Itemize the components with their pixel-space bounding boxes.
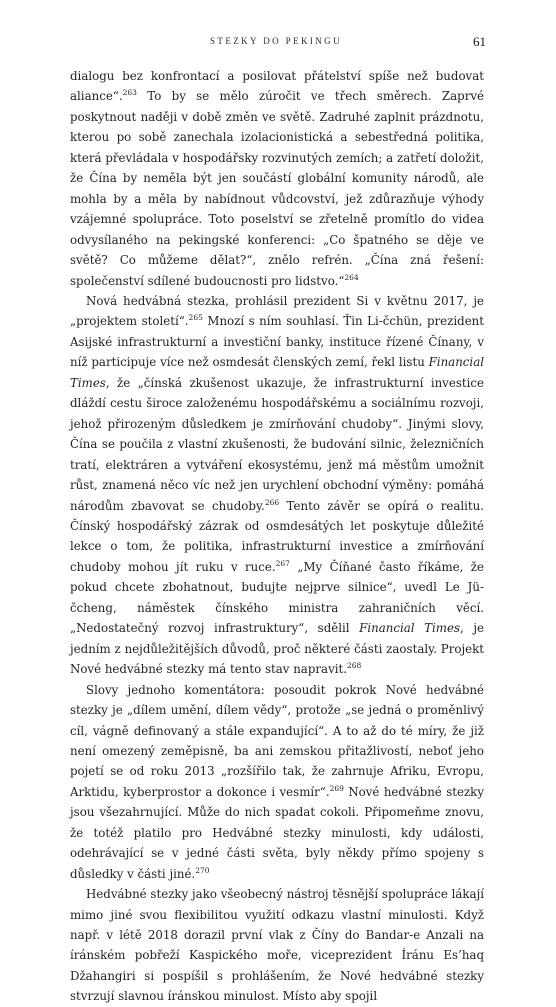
page-number: 61 xyxy=(473,34,486,49)
footnote-reference: 264 xyxy=(344,272,359,282)
text-segment: To by se mělo zúročit ve třech směrech. Zaprvé poskytnout naději v době změn ve světě. Zadruhé zaplnit prázdnotu, kterou po sobě zanechala izolacionistická a sebestředná politika, která převládala v hospodářsky rozvinutých zemích; a zatřetí doložit, že Čína by neměla být jen součástí globální komunity národů, ale mohla by a měla by nabídnout vůdcovství, jež zdůrazňuje výhody vzájemné spolupráce. Toto poselství se zřetelně promítlo do videa odvysílaného na pekingské konferenci: „Co špatného se děje ve světě? Co můžeme dělat?“, znělo refrén. „Čína zná řešení: společenství sdílené budoucnosti pro lidstvo.“ xyxy=(70,89,484,288)
text-segment: , je jedním z nejdůležitějších důvodů, proč některé části zaostaly. Projekt Nové hedvábné stezky má tento stav napravit. xyxy=(70,621,484,677)
footnote-reference: 269 xyxy=(329,783,344,793)
paragraph xyxy=(70,884,484,1007)
footnote-reference: 268 xyxy=(347,661,362,671)
text-segment: Slovy jednoho komentátora: posoudit pokrok Nové hedvábné stezky je „dílem umění, dílem vědy“, protože „se jedná o proměnlivý cíl, vágně definovaný a stále expandující“. A to až do té míry, že již není omezený zeměpisně, ba ani zemskou přitažlivostí, neboť jeho pojetí se od roku 2013 „rozšířilo tak, že zahrnuje Afriku, Evropu, Arktidu, kyberprostor a dokonce i vesmír“. xyxy=(70,682,484,799)
text-segment: Tento závěr se opírá o realitu. Čínský hospodářský zázrak od osmdesátých let poskytuje důležité lekce o tom, že politika, infrastrukturní investice a zmírňování chudoby mohou jít ruku v ruce. xyxy=(70,498,484,574)
footnote-reference: 266 xyxy=(264,497,280,507)
italic-title: Financial Times xyxy=(359,621,461,636)
text-segment: Nové hedvábné stezky jsou všezahrnující. Může do nich spadat cokoli. Připomeňme znovu, že totéž platilo pro Hedvábné stezky minulosti, kdy události, odehrávající se v jedné části světa, byly někdy přímo spojeny s důsledky v části jiné. xyxy=(70,784,484,881)
footnote-reference: 270 xyxy=(195,865,210,875)
paragraph xyxy=(70,680,484,885)
italic-title: Financial Times xyxy=(70,355,484,390)
footnote-reference: 267 xyxy=(275,558,290,568)
text-segment: Hedvábné stezky jako všeobecný nástroj těsnější spolupráce lákají mimo jiné svou flexibilitou využití odkazu vlastní minulosti. Když např. v létě 2018 dorazil první vlak z Číny do Bandar-e Anzali na íránském pobřeží Kaspického moře, viceprezident Íránu Es’haq Džahangiri si pospíšil s prohlášením, že Nové hedvábné stezky stvrzují slavnou íránskou minulost. Místo aby spojil xyxy=(70,887,484,1004)
text-segment: „My Číňané často říkáme, že pokud chcete zbohatnout, budujte nejprve silnice“, uvedl Le Jü-čcheng, náměstek čínského ministra zahraničních věcí. „Nedostatečný rozvoj infrastruktury“, sdělil xyxy=(70,559,484,636)
running-title: STEZKY DO PEKINGU xyxy=(210,36,342,46)
paragraph xyxy=(70,66,484,291)
text-segment: dialogu bez konfrontací a posilovat přátelství spíše než budovat aliance“. xyxy=(70,69,484,104)
footnote-reference: 263 xyxy=(122,88,137,98)
page-header xyxy=(70,34,486,54)
paragraph xyxy=(70,291,484,680)
text-segment: Nová hedvábná stezka, prohlásil prezident Si v květnu 2017, je „projektem století“. xyxy=(70,293,484,329)
text-segment: , že „čínská zkušenost ukazuje, že infrastrukturní investice dláždí cestu široce založenému hospodářskému a sociálnímu rozvoji, jehož přirozeným důsledkem je zmírňování chudoby“. Jinými slovy, Čína se poučila z vlastní zkušenosti, že budování silnic, železničních tratí, elektráren a vytváření ekosystému, jenž má městům umožnit růst, znamená něco víc než jen urychlení obchodní výměny: pomáhá národům zbavovat se chudoby. xyxy=(70,375,484,513)
text-segment: Mnozí s ním souhlasí. Ťin Li-čchün, prezident Asijské infrastrukturní a investiční banky, instituce řízené Čínany, v níž participuje více než osmdesát členských zemí, řekl listu xyxy=(70,314,485,370)
body-text xyxy=(70,66,484,1007)
footnote-reference: 265 xyxy=(188,313,203,323)
